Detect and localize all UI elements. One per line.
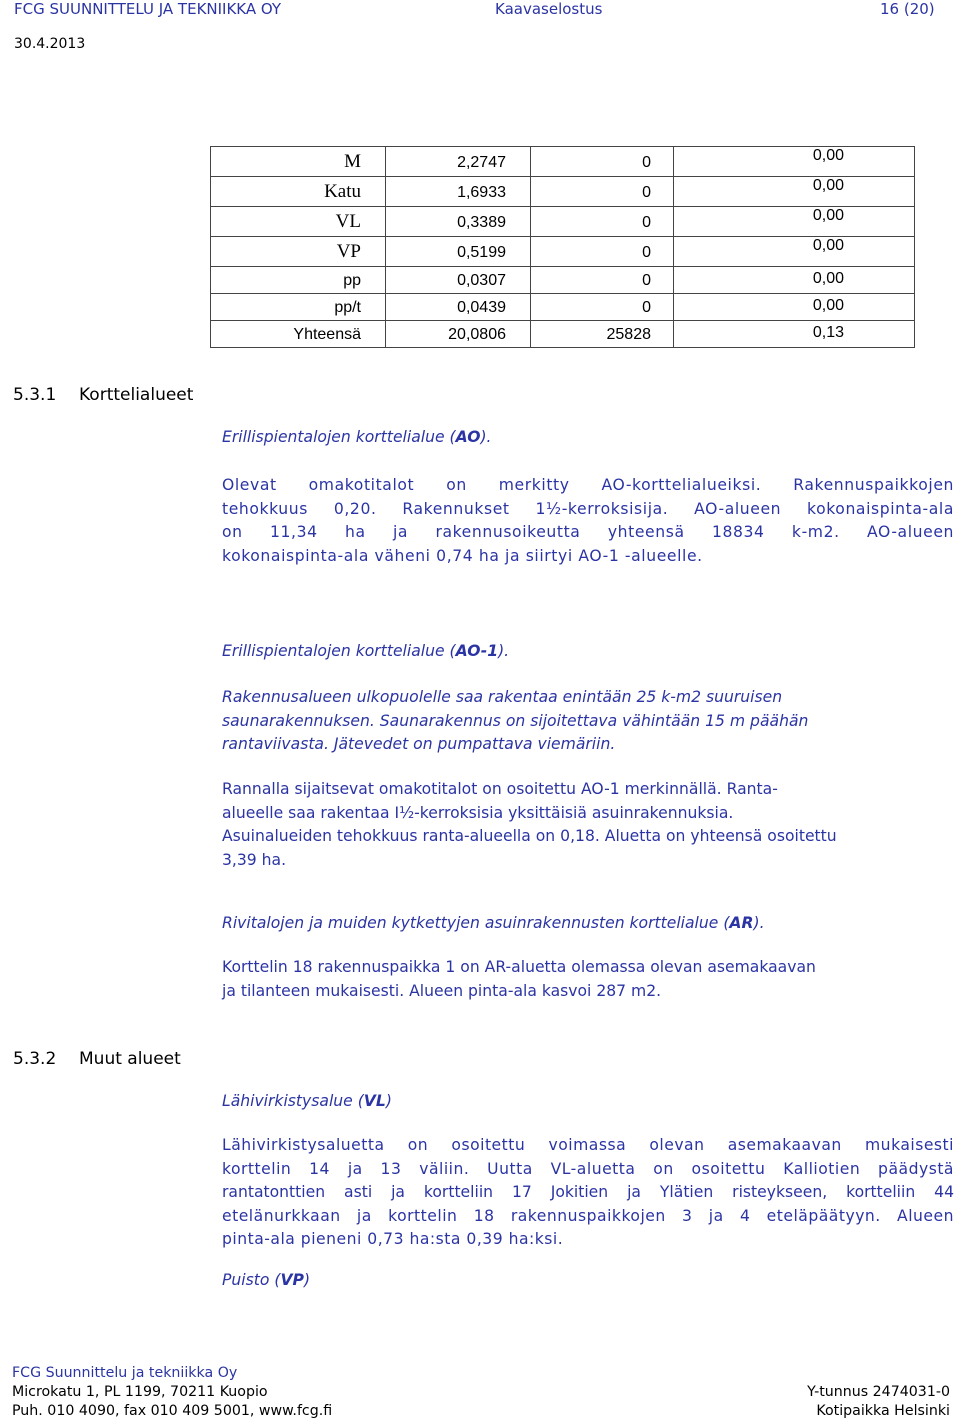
ao1-paragraph: Rannalla sijaitsevat omakotitalot on osoitettu AO-1 merkinnällä. Ranta- alueelle saa rakentaa I½-kerroksisia yksittäisiä asuinrakennuksia. Asuinalueiden tehokkuus ranta-alueella on 0,18. Aluetta on yhteensä osoitettu 3,39 ha. bbox=[222, 780, 837, 869]
row-area-ha: 0,5199 bbox=[386, 237, 531, 267]
table-row bbox=[211, 267, 915, 294]
row-floor-area: 0 bbox=[531, 147, 674, 177]
area-table bbox=[210, 146, 915, 348]
footer-company: FCG Suunnittelu ja tekniikka Oy bbox=[12, 1365, 238, 1381]
header-date: 30.4.2013 bbox=[14, 36, 86, 52]
row-name: VP bbox=[211, 237, 386, 267]
row-floor-area: 0 bbox=[531, 267, 674, 294]
row-efficiency: 0,00 bbox=[674, 267, 915, 294]
footer-contact: Puh. 010 4090, fax 010 409 5001, www.fcg.fi bbox=[12, 1403, 333, 1419]
row-floor-area: 0 bbox=[531, 177, 674, 207]
row-name: pp/t bbox=[211, 294, 386, 321]
footer-business-id: Y-tunnus 2474031-0 bbox=[807, 1384, 950, 1400]
table-row bbox=[211, 177, 915, 207]
vl-heading: Lähivirkistysalue (VL) bbox=[222, 1092, 392, 1110]
footer-address: Microkatu 1, PL 1199, 70211 Kuopio bbox=[12, 1384, 268, 1400]
row-name: Katu bbox=[211, 177, 386, 207]
ar-heading: Rivitalojen ja muiden kytkettyjen asuinrakennusten korttelialue (AR). bbox=[222, 914, 765, 932]
row-area-ha: 0,0307 bbox=[386, 267, 531, 294]
row-name: M bbox=[211, 147, 386, 177]
row-area-ha: 0,0439 bbox=[386, 294, 531, 321]
row-floor-area: 0 bbox=[531, 294, 674, 321]
row-floor-area: 0 bbox=[531, 207, 674, 237]
header-page-number: 16 (20) bbox=[880, 0, 935, 18]
row-name: Yhteensä bbox=[211, 321, 386, 348]
row-area-ha: 20,0806 bbox=[386, 321, 531, 348]
table-row bbox=[211, 321, 915, 348]
header-document-title: Kaavaselostus bbox=[495, 0, 603, 18]
section-number-531: 5.3.1 bbox=[13, 385, 57, 405]
header-company: FCG SUUNNITTELU JA TEKNIIKKA OY bbox=[14, 0, 282, 18]
footer-domicile: Kotipaikka Helsinki bbox=[816, 1403, 950, 1419]
row-area-ha: 0,3389 bbox=[386, 207, 531, 237]
ar-paragraph: Korttelin 18 rakennuspaikka 1 on AR-aluetta olemassa olevan asemakaavan ja tilanteen mukaisesti. Alueen pinta-ala kasvoi 287 m2. bbox=[222, 958, 816, 1000]
table-row bbox=[211, 207, 915, 237]
row-name: pp bbox=[211, 267, 386, 294]
row-name: VL bbox=[211, 207, 386, 237]
vp-heading: Puisto (VP) bbox=[222, 1271, 311, 1289]
row-efficiency: 0,00 bbox=[674, 237, 915, 267]
row-area-ha: 1,6933 bbox=[386, 177, 531, 207]
ao1-regulation: Rakennusalueen ulkopuolelle saa rakentaa enintään 25 k-m2 suuruisen saunarakennuksen. Saunarakennus on sijoitettava vähintään 15 m päähän rantaviivasta. Jätevedet on pumpattava viemäriin. bbox=[222, 688, 809, 753]
row-efficiency: 0,00 bbox=[674, 294, 915, 321]
section-number-532: 5.3.2 bbox=[13, 1049, 57, 1069]
vl-paragraph: Lähivirkistysaluetta on osoitettu voimassa olevan asemakaavan mukaisesti korttelin 14 ja 13 väliin. Uutta VL-aluetta on osoitettu Kalliotien päädystä rantatonttien asti ja kortteliin 17 Jokitien ja Ylätien risteykseen, kortteliin 44 etelänurkkaan ja korttelin 18 rakennuspaikkojen 3 ja 4 eteläpäätyyn. Alueen pinta-ala pieneni 0,73 ha:sta 0,39 ha:ksi. bbox=[222, 1136, 954, 1248]
footer bbox=[12, 1364, 950, 1421]
ao1-heading: Erillispientalojen korttelialue (AO-1). bbox=[222, 642, 510, 660]
row-floor-area: 25828 bbox=[531, 321, 674, 348]
table-row bbox=[211, 294, 915, 321]
row-area-ha: 2,2747 bbox=[386, 147, 531, 177]
row-efficiency: 0,00 bbox=[674, 177, 915, 207]
ao-paragraph: Olevat omakotitalot on merkitty AO-korttelialueiksi. Rakennuspaikkojen tehokkuus 0,20. Rakennukset 1½-kerroksisija. AO-alueen kokonaispinta-ala on 11,34 ha ja rakennusoikeutta yhteensä 18834 k-m2. AO-alueen kokonaispinta-ala väheni 0,74 ha ja siirtyi AO-1 -alueelle. bbox=[222, 476, 954, 565]
row-efficiency: 0,13 bbox=[674, 321, 915, 348]
section-title-531: Korttelialueet bbox=[79, 385, 194, 405]
ao-heading: Erillispientalojen korttelialue (AO). bbox=[222, 428, 492, 446]
table-row bbox=[211, 237, 915, 267]
section-title-532: Muut alueet bbox=[79, 1049, 181, 1069]
row-floor-area: 0 bbox=[531, 237, 674, 267]
row-efficiency: 0,00 bbox=[674, 207, 915, 237]
row-efficiency: 0,00 bbox=[674, 147, 915, 177]
table-row bbox=[211, 147, 915, 177]
